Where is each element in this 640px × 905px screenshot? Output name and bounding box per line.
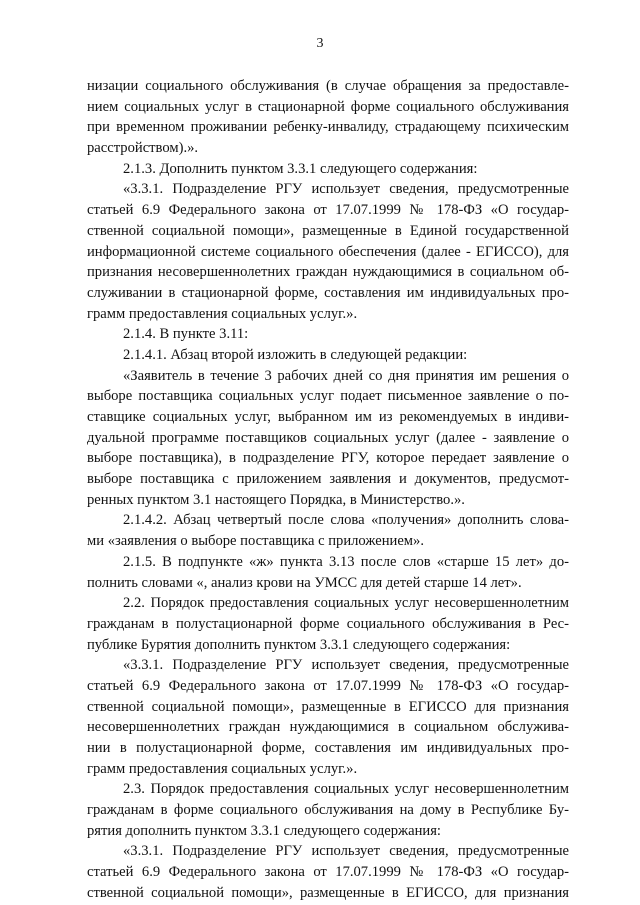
text-line: ственной социальной помощи», размещенные в ЕГИССО, для признания: [87, 884, 569, 901]
text-line: служивании в стационарной форме, составления им индивидуальных про-: [87, 284, 569, 301]
text-line: информационной системе социального обеспечения (далее - ЕГИССО), для: [87, 243, 569, 260]
text-line: статьей 6.9 Федерального закона от 17.07.1999 № 178-ФЗ «О государ-: [87, 864, 569, 881]
text-line: при временном проживании ребенку-инвалиду, страдающему психическим: [87, 119, 569, 136]
text-line: публике Бурятия дополнить пунктом 3.3.1 следующего содержания:: [87, 636, 511, 653]
text-line: «3.3.1. Подразделение РГУ использует сведения, предусмотренные: [123, 181, 569, 198]
text-line: гражданам в полустационарной форме социального обслуживания в Рес-: [87, 615, 569, 632]
text-line: статьей 6.9 Федерального закона от 17.07.1999 № 178-ФЗ «О государ-: [87, 677, 569, 694]
text-line: ственной социальной помощи», размещенные в Единой государственной: [87, 222, 569, 239]
text-line: ставщике социальных услуг, выбранном им из рекомендуемых в индиви-: [87, 409, 569, 425]
text-line: 2.3. Порядок предоставления социальных услуг несовершеннолетним: [123, 781, 569, 798]
text-line: 2.1.3. Дополнить пунктом 3.3.1 следующего содержания:: [123, 160, 478, 177]
text-line: низации социального обслуживания (в случае обращения за предоставле-: [87, 78, 569, 94]
page-number: 3: [316, 36, 324, 51]
text-line: статьей 6.9 Федерального закона от 17.07.1999 № 178-ФЗ «О государ-: [87, 202, 569, 219]
text-line: грамм предоставления социальных услуг.».: [87, 760, 358, 777]
text-line: 2.1.4.1. Абзац второй изложить в следующей редакции:: [123, 346, 468, 363]
text-line: рятия дополнить пунктом 3.3.1 следующего содержания:: [87, 822, 441, 839]
text-line: нием социальных услуг в стационарной форме социального обслуживания: [87, 98, 569, 115]
text-line: выборе поставщика социальных услуг подает письменное заявление о по-: [87, 388, 569, 405]
text-line: 2.1.4. В пункте 3.11:: [123, 326, 249, 343]
text-line: грамм предоставления социальных услуг.».: [87, 305, 358, 322]
text-line: «3.3.1. Подразделение РГУ использует сведения, предусмотренные: [123, 843, 569, 860]
text-line: признания несовершеннолетних граждан нуждающимися в социальном об-: [87, 264, 569, 281]
text-line: «3.3.1. Подразделение РГУ использует сведения, предусмотренные: [123, 657, 569, 674]
text-line: 2.2. Порядок предоставления социальных услуг несовершеннолетним: [123, 595, 569, 612]
text-line: выборе поставщика с приложением заявления и документов, предусмот-: [87, 471, 569, 488]
text-line: ственной социальной помощи», размещенные в ЕГИССО для признания: [87, 698, 569, 715]
text-line: нии в полустационарной форме, составления им индивидуальных про-: [87, 740, 569, 756]
text-line: ми «заявления о выборе поставщика с приложением».: [87, 533, 424, 550]
text-line: несовершеннолетних граждан нуждающимися в социальном обслужива-: [87, 719, 569, 736]
text-line: 2.1.5. В подпункте «ж» пункта 3.13 после слов «старше 15 лет» до-: [123, 553, 569, 570]
text-line: «Заявитель в течение 3 рабочих дней со дня принятия им решения о: [123, 367, 569, 384]
text-line: дуальной программе поставщиков социальных услуг (далее - заявление о: [87, 429, 569, 446]
text-line: 2.1.4.2. Абзац четвертый после слова «получения» дополнить слова-: [123, 512, 569, 529]
document-body: [87, 76, 569, 904]
text-line: расстройством).».: [87, 140, 199, 157]
text-line: выборе поставщика), в подразделение РГУ, которое передает заявление о: [87, 450, 569, 467]
text-line: ренных пунктом 3.1 настоящего Порядка, в Министерство.».: [87, 491, 465, 508]
text-line: гражданам в форме социального обслуживания на дому в Республике Бу-: [87, 802, 569, 819]
text-line: полнить словами «, анализ крови на УМСС для детей старше 14 лет».: [87, 574, 522, 591]
